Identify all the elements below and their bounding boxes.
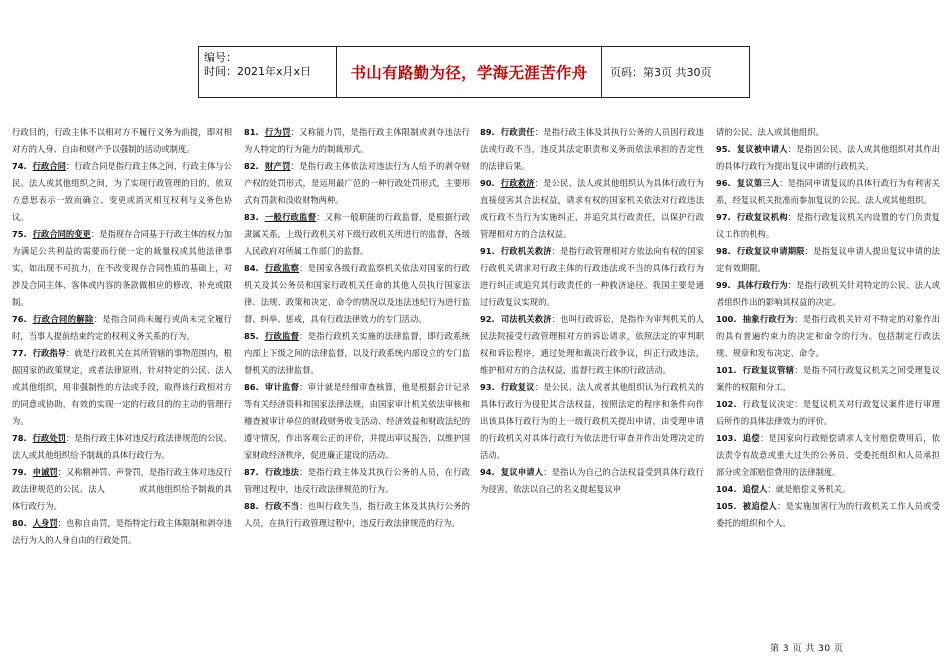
entry-text: ：是指不同行政复议机关之间受理复议案件的权限和分工。	[716, 365, 940, 392]
entry-text: ：是指行政机关针对特定的公民、法人或者组织作出的影响其权益的决定。	[716, 280, 940, 307]
definition-entry	[12, 464, 232, 515]
entry-text: ：就是行政机关在其所管辖的事物范围内，根据国家的政策规定，或者法律原则，针对特定的公民、法人或其他组织，用非强制性的方法或手段，取得该行政相对方的同意或协助，有效的实现一定的行政目的的主动的管理行为。	[12, 348, 232, 426]
text-column-1	[12, 124, 232, 549]
entry-number: 98.	[716, 246, 731, 256]
entry-text: ：也称自由罚，是指特定行政主体限制和剥夺违法行为人的人身自由的行政处罚。	[12, 518, 232, 545]
definition-entry	[244, 158, 470, 209]
definition-entry	[716, 311, 940, 362]
header-meta	[199, 47, 337, 97]
entry-text: ：是指行政主体及其执行公务的人员因行政违法或行政不当，违反其法定职责和义务而依法承担的否定性的法律后果。	[480, 127, 704, 171]
entry-text: ：又称精神罚、声誉罚，是指行政主体对违反行政法律规范的公民、法人 或其他组织给予制裁的具体行政行为。	[12, 467, 232, 511]
entry-number: 81.	[244, 127, 259, 137]
entry-term: 行政违法	[264, 467, 300, 477]
entry-text: ：是指认为自己的合法权益受到具体行政行为侵害，依法以自己的名义提起复议申	[480, 467, 704, 494]
entry-number: 75.	[12, 229, 27, 239]
definition-entry	[716, 277, 940, 311]
definition-entry	[716, 396, 940, 430]
definition-entry	[244, 464, 470, 498]
entry-term: 追偿人	[742, 484, 768, 494]
entry-number: 100.	[716, 314, 737, 324]
entry-number: 88.	[244, 501, 259, 511]
entry-term: 行政处罚	[32, 433, 66, 443]
entry-term: 行政复议管辖	[742, 365, 795, 375]
entry-text: ：是指同申请复议的具体行政行为有利害关系，经复议机关批准而参加复议的公民、法人或其他组织。	[716, 178, 940, 205]
entry-text: ：是指行政机关针对不特定的对象作出的具有普遍约束力的决定和命令的行为。包括制定行政法规、规章和发布决定、命令。	[716, 314, 940, 358]
definition-entry	[716, 209, 940, 243]
entry-number: 93.	[480, 382, 495, 392]
definition-entry	[716, 141, 940, 175]
entry-text: ：就是赔偿义务机关。	[767, 484, 851, 494]
entry-number: 90.	[480, 178, 495, 188]
entry-number: 74.	[12, 161, 27, 171]
text-column-3	[480, 124, 704, 498]
entry-term: 行政机关救济	[500, 246, 552, 256]
definition-entry	[480, 464, 704, 498]
entry-term: 行政不当	[264, 501, 300, 511]
entry-term: 具体行政行为	[736, 280, 788, 290]
entry-text: ：是指行政复议机关内设置的专门负责复议工作的机构。	[716, 212, 940, 239]
entry-number: 96.	[716, 178, 731, 188]
entry-number: 97.	[716, 212, 731, 222]
entry-text: ：是指合同尚未履行或尚未完全履行时，当事人提前结束约定的权利义务关系的行为。	[12, 314, 232, 341]
entry-term: 行政复议机构	[736, 212, 788, 222]
code-label: 编号：	[204, 51, 237, 64]
definition-entry	[12, 124, 232, 158]
page-footer: 第 3 页 共 30 页	[770, 644, 844, 654]
entry-number: 102.	[716, 399, 737, 409]
entry-term: 复议第三人	[736, 178, 780, 188]
entry-number: 94.	[480, 467, 495, 477]
definition-entry	[480, 311, 704, 379]
entry-number: 86.	[244, 382, 259, 392]
entry-term: 行政合同	[32, 161, 66, 171]
entry-text: 请的公民、法人或其他组织。	[716, 127, 824, 137]
entry-text: 行政目的，行政主体不以相对方不履行义务为前提，即对相对方的人身、自由和财产予以强制的活动或制度。	[12, 127, 232, 154]
entry-number: 101.	[716, 365, 737, 375]
definition-entry	[716, 243, 940, 277]
entry-number: 103.	[716, 433, 737, 443]
definition-entry	[244, 260, 470, 328]
definition-entry	[12, 311, 232, 345]
date-label: 时间：2021年x月x日	[204, 65, 312, 78]
entry-term: 审计监督	[264, 382, 300, 392]
entry-number: 105.	[716, 501, 737, 511]
entry-term: 抽象行政行为	[742, 314, 795, 324]
definition-entry	[716, 124, 940, 141]
definition-entry	[480, 243, 704, 311]
entry-term: 行政合同的变更	[32, 229, 91, 239]
entry-number: 87.	[244, 467, 259, 477]
entry-text: ：审计就是经细审查核算，他是根据会计记录等有关经济资料和国家法律法规，由国家审计机关依法审核和稽查被审计单位的财政财务收支活动、经济效益和财政法纪的遵守情况，作出客观公正的评价，并提出审议报告，以维护国家财政经济秩序，促进廉正建设的活动。	[244, 382, 470, 460]
entry-term: 行政指导	[32, 348, 66, 358]
text-column-2	[244, 124, 470, 532]
entry-text: ：又称能力罚，是指行政主体限制或剥夺违法行为人特定的行为能力的制裁形式。	[244, 127, 470, 154]
definition-entry	[716, 498, 940, 532]
entry-text: ：是指行政主体及其执行公务的人员，在行政管理过程中，违反行政法律规范的行为。	[244, 467, 470, 494]
entry-text: ：是国家向行政赔偿请求人支付赔偿费用后，依法责令有故意或重大过失的公务员、受委托组织和人员承担部分或全部赔偿费用的法律制度。	[716, 433, 940, 477]
entry-text: ：是指行政主体对违反行政法律规范的公民、法人或其他组织给予制裁的具体行政行为。	[12, 433, 232, 460]
entry-text: ：又称一般职能的行政监督，是根据行政隶属关系，上级行政机关对下级行政机关所进行的监督，各级人民政府对所属工作部门的监督。	[244, 212, 470, 256]
entry-number: 84.	[244, 263, 259, 273]
entry-term: 财产罚	[264, 161, 291, 171]
entry-text: ：也叫行政诉讼，是指作为审判机关的人民法院接受行政管理相对方的诉讼请求，依照法定的审判职权和诉讼程序，通过处理和裁决行政争议，纠正行政违法，维护相对方的合法权益，监督行政主体的行政活动。	[480, 314, 704, 375]
entry-text: ：是指复议申请人提出复议申请的法定有效期限。	[716, 246, 940, 273]
definition-entry	[244, 379, 470, 464]
definition-entry	[716, 481, 940, 498]
definition-entry	[12, 515, 232, 549]
entry-number: 92.	[480, 314, 495, 324]
definition-entry	[480, 124, 704, 175]
definition-entry	[480, 379, 704, 464]
entry-number: 78.	[12, 433, 27, 443]
entry-number: 83.	[244, 212, 259, 222]
entry-term: 人身罚	[32, 518, 58, 528]
definition-entry	[12, 345, 232, 430]
entry-term: 行为罚	[264, 127, 291, 137]
entry-text: ：是实施加害行为的行政机关工作人员或受委托的组织和个人。	[716, 501, 940, 528]
definition-entry	[244, 498, 470, 532]
entry-text: 行政复议决定：是复议机关对行政复议案件进行审理后所作的具体法律效力的评价。	[716, 399, 940, 426]
definition-entry	[12, 158, 232, 226]
header-motto: 书山有路勤为径，学海无涯苦作舟	[337, 47, 602, 97]
entry-number: 89.	[480, 127, 495, 137]
entry-number: 82.	[244, 161, 259, 171]
entry-term: 申诫罚	[32, 467, 58, 477]
entry-text: ：是指现存合同基于行政主体的权力加为满足公共利益的需要而行使一定的裁量权或其他法律事实，如出现不可抗力，在不改变现存合同性质的基础上，对涉及合同主体、客体或内容的条款做相应的修改，补充或限制。	[12, 229, 232, 307]
entry-term: 行政复议	[500, 382, 535, 392]
entry-text: ：是公民、法人或者其他组织认为行政机关的具体行政行为侵犯其合法权益，按照法定的程序和条件向作出该具体行政行为的上一级行政机关提出申请，由受理申请的行政机关对具体行政行为依法进行审查并作出处理决定的活动。	[480, 382, 704, 460]
entry-text: ：行政合同是指行政主体之间，行政主体与公民、法人或其他组织之间，为了实现行政管理的目的，依双方意思表示一致而确立、变更或消灭相互权利与义务色协议。	[12, 161, 232, 222]
entry-term: 行政监察	[264, 263, 300, 273]
entry-text: ：是指行政管理相对方依法向有权的国家行政机关请求对行政主体的行政违法或不当的具体行政行为进行纠正或追究其行政责任的一种救济途径。我国主要是通过行政复议实现的。	[480, 246, 704, 307]
entry-text: ：是指行政机关实施的法律监督，即行政系统内部上下级之间的法律监督，以及行政系统内部设立的专门监督机关的法律监督。	[244, 331, 470, 375]
entry-number: 95.	[716, 144, 731, 154]
entry-text: ：是国家各级行政监察机关依法对国家的行政机关及其公务员和国家行政机关任命的其他人员执行国家法律、法规、政策和决定、命令的情况以及违法违纪行为进行监督、纠举、惩戒，具有行政法律效力的专门活动。	[244, 263, 470, 324]
entry-term: 一般行政监督	[264, 212, 317, 222]
entry-text: ：是指行政主体依法对违法行为人给予的剥夺财产权的处罚形式，是运用最广范的一种行政处罚形式，主要形式有罚款和没收财物两种。	[244, 161, 470, 205]
entry-term: 行政救济	[500, 178, 535, 188]
definition-entry	[244, 124, 470, 158]
entry-number: 85.	[244, 331, 259, 341]
entry-term: 追偿	[742, 433, 760, 443]
definition-entry	[12, 430, 232, 464]
page-header	[198, 46, 750, 98]
entry-text: ：是公民、法人或其他组织认为具体行政行为直接侵害其合法权益，请求有权的国家机关依法对行政违法或行政不当行为实施纠正，并追究其行政责任，以保护行政管理相对方的合法权益。	[480, 178, 704, 239]
entry-number: 79.	[12, 467, 27, 477]
definition-entry	[244, 328, 470, 379]
entry-text: ：也叫行政失当，指行政主体及其执行公务的人员，在执行行政管理过程中，违反行政法律规范的行为。	[244, 501, 470, 528]
entry-number: 80.	[12, 518, 27, 528]
definition-entry	[716, 430, 940, 481]
entry-term: 被追偿人	[742, 501, 778, 511]
entry-text: ：是指因公民、法人或其他组织对其作出的具体行政行为提出复议申请的行政机关。	[716, 144, 940, 171]
header-page-label: 页码：第3页 共30页	[610, 66, 712, 79]
text-column-4	[716, 124, 940, 532]
entry-term: 司法机关救济	[500, 314, 552, 324]
entry-number: 99.	[716, 280, 731, 290]
definition-entry	[12, 226, 232, 311]
definition-entry	[244, 209, 470, 260]
entry-term: 复议被申请人	[736, 144, 788, 154]
entry-number: 76.	[12, 314, 27, 324]
definition-entry	[480, 175, 704, 243]
entry-term: 行政责任	[500, 127, 535, 137]
entry-number: 77.	[12, 348, 27, 358]
entry-term: 行政监督	[264, 331, 300, 341]
entry-term: 复议申请人	[500, 467, 544, 477]
entry-number: 104.	[716, 484, 737, 494]
definition-entry	[716, 175, 940, 209]
definition-entry	[716, 362, 940, 396]
entry-term: 行政复议申请期限	[736, 246, 805, 256]
entry-term: 行政合同的解除	[32, 314, 94, 324]
entry-number: 91.	[480, 246, 495, 256]
